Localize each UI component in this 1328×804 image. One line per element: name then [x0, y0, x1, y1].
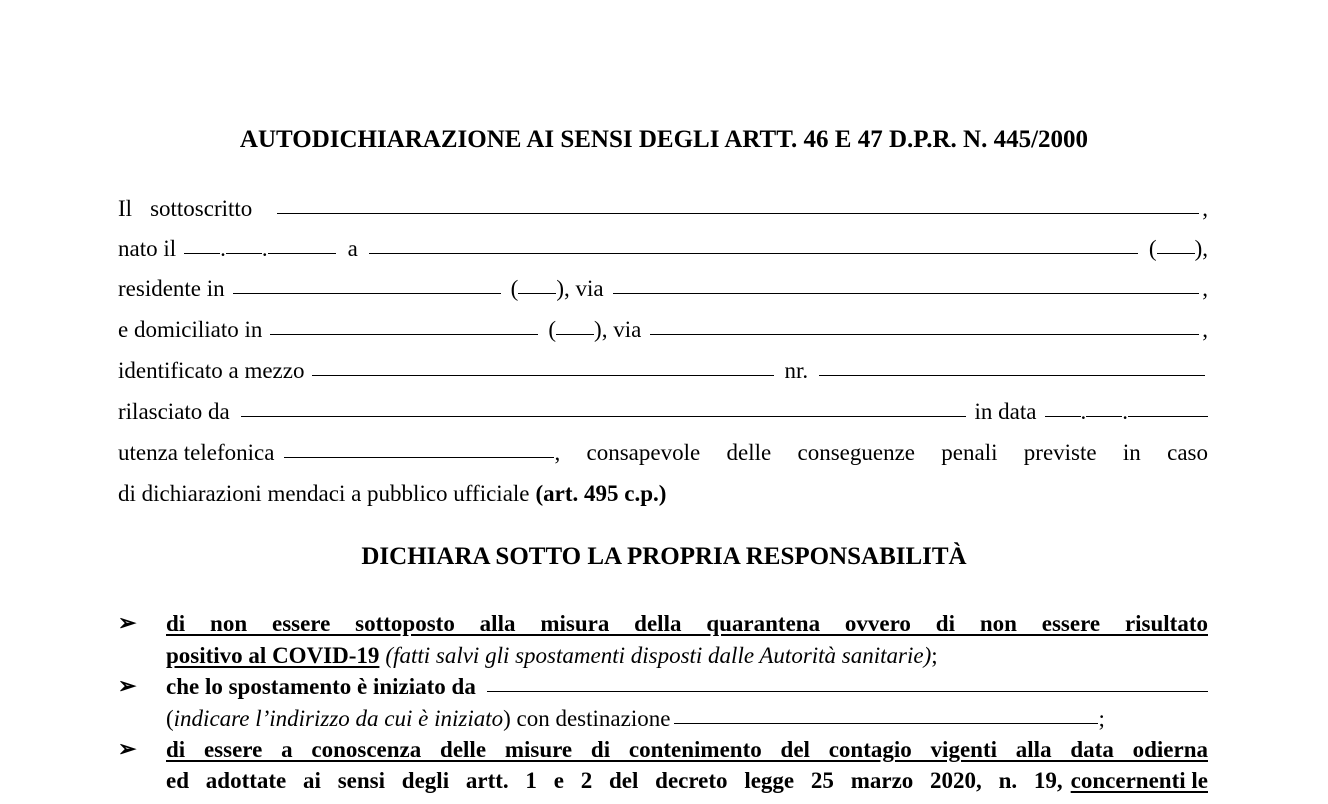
row-rilasciato: rilasciato da in data . . [118, 397, 1208, 427]
label-via-2: via [613, 317, 642, 342]
row-utenza [118, 438, 1208, 468]
label-rilasciato-da: rilasciato da [118, 399, 230, 424]
semicolon-2: ; [1098, 706, 1105, 731]
birth-year-field[interactable] [268, 253, 336, 254]
sottoscritto-field[interactable] [277, 213, 1199, 214]
issue-year-field[interactable] [1128, 416, 1208, 417]
mendaci-text: di dichiarazioni mendaci a pubblico ufficiale [118, 481, 530, 506]
bullet-icon: ➢ [118, 673, 137, 698]
quarantena-text: di non essere sottoposto alla misura della quarantena ovvero di non essere risultato [166, 611, 1208, 636]
item-spostamento [166, 671, 1208, 702]
row-domiciliato: e domiciliato in ( ), via , [118, 315, 1208, 345]
row-nato: nato il . . a ( ), [118, 234, 1208, 264]
phone-field[interactable] [284, 457, 554, 458]
semicolon: ; [931, 643, 938, 668]
item-quarantena-line1 [166, 608, 1208, 639]
label-residente-in: residente in [118, 276, 225, 301]
label-nr: nr. [784, 358, 809, 383]
bullet-icon: ➢ [118, 610, 137, 635]
destination-field[interactable] [674, 723, 1098, 724]
domicile-province-field[interactable] [556, 334, 594, 335]
birthplace-field[interactable] [369, 253, 1138, 254]
row-residente: residente in ( ), via , [118, 274, 1208, 304]
issue-month-field[interactable] [1086, 416, 1122, 417]
label-identificato: identificato a mezzo [118, 358, 305, 383]
document-number-field[interactable] [819, 375, 1205, 376]
residence-province-field[interactable] [518, 293, 556, 294]
birth-province-field[interactable] [1157, 253, 1195, 254]
residence-city-field[interactable] [233, 293, 501, 294]
item-conoscenza-line2 [166, 765, 1208, 796]
origin-address-field[interactable] [487, 691, 1208, 692]
label-nato-il: nato il [118, 236, 177, 261]
concernenti-text: concernenti le [1070, 768, 1208, 793]
paren-open: ( [166, 706, 174, 731]
issue-day-field[interactable] [1045, 416, 1081, 417]
consapevole-text: , consapevole delle conseguenze penali previste in caso [554, 440, 1208, 465]
label-il: Il [118, 196, 133, 221]
label-sottoscritto: sottoscritto [150, 196, 253, 221]
row-sottoscritto [118, 194, 1208, 224]
art495-text: (art. 495 c.p.) [535, 481, 667, 506]
birth-day-field[interactable] [184, 253, 220, 254]
domicile-street-field[interactable] [650, 334, 1199, 335]
item-conoscenza-line1 [166, 734, 1208, 765]
row-identificato [118, 356, 1208, 386]
decreto-text: ed adottate ai sensi degli artt. 1 e 2 del decreto legge 25 marzo 2020, n. 19, [166, 768, 1063, 793]
indicare-text: indicare l’indirizzo da cui è iniziato [173, 706, 504, 731]
autorita-text: (fatti salvi gli spostamenti disposti dalle Autorità sanitarie) [385, 643, 932, 668]
document-type-field[interactable] [312, 375, 774, 376]
spostamento-label: che lo spostamento è iniziato da [166, 674, 476, 699]
domicile-city-field[interactable] [270, 334, 538, 335]
bullet-icon: ➢ [118, 736, 137, 761]
conoscenza-text: di essere a conoscenza delle misure di contenimento del contagio vigenti alla data odierna [166, 737, 1208, 762]
destinazione-label: ) con destinazione [503, 706, 671, 731]
row-mendaci [118, 479, 1208, 509]
label-in-data: in data [974, 399, 1037, 424]
issuer-field[interactable] [241, 416, 966, 417]
covid-text: positivo al COVID-19 [166, 643, 380, 668]
section-title: DICHIARA SOTTO LA PROPRIA RESPONSABILITÀ [361, 543, 967, 570]
document-title: AUTODICHIARAZIONE AI SENSI DEGLI ARTT. 46 E 47 D.P.R. N. 445/2000 [239, 126, 1089, 153]
comma: , [1202, 196, 1208, 221]
label-via: via [575, 276, 604, 301]
residence-street-field[interactable] [613, 293, 1200, 294]
birth-month-field[interactable] [226, 253, 262, 254]
label-a: a [347, 236, 358, 261]
label-domiciliato-in: e domiciliato in [118, 317, 263, 342]
item-quarantena-line2 [166, 640, 1208, 671]
item-destinazione [166, 703, 1208, 734]
label-utenza: utenza telefonica [118, 440, 275, 465]
